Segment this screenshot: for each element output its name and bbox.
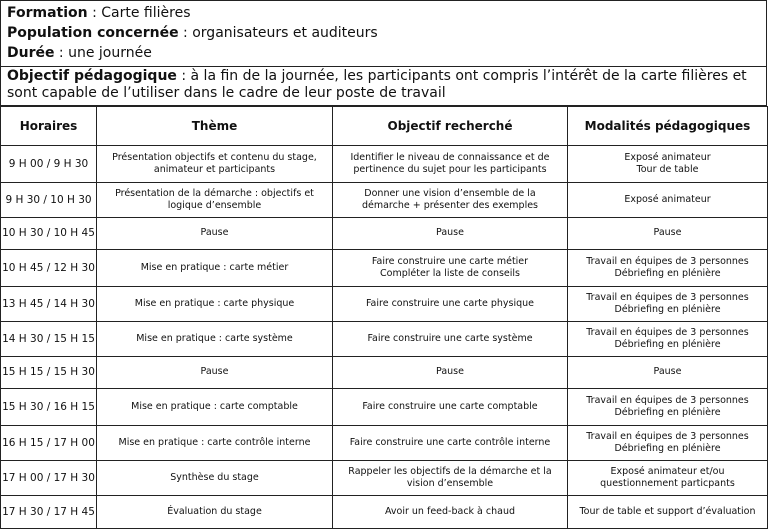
population-label: Population concernée <box>7 25 179 41</box>
cell-modalities-line: Tour de table <box>636 164 699 175</box>
cell-theme-line: Mise en pratique : carte physique <box>134 297 295 309</box>
cell-modalities-line: Travail en équipes de 3 personnes <box>586 394 749 406</box>
cell-theme-line: Mise en pratique : carte comptable <box>131 400 298 412</box>
cell-modalities-line: Travail en équipes de 3 personnes <box>586 430 749 442</box>
formation-line: Formation : Carte filières <box>7 5 191 21</box>
table-row <box>1 287 768 322</box>
cell-objective-line: Pause <box>436 366 464 378</box>
table-row <box>1 218 768 250</box>
cell-modalities-line: Exposé animateur et/ou <box>610 465 725 477</box>
duree-line: Durée : une journée <box>7 45 152 61</box>
cell-objective-line: Avoir un feed-back à chaud <box>384 505 516 517</box>
table-row <box>1 426 768 461</box>
cell-modalities-line: Débriefing en plénière <box>614 443 721 454</box>
cell-objective-line: Faire construire une carte physique <box>365 297 535 309</box>
cell-objective-line: pertinence du sujet pour les participants <box>353 164 547 175</box>
cell-hours: 9 H 30 / 10 H 30 <box>1 183 97 218</box>
cell-modalities <box>568 496 768 529</box>
training-header <box>0 0 767 66</box>
cell-theme <box>97 496 333 529</box>
cell-modalities <box>568 322 768 357</box>
cell-objective-line: vision d’ensemble <box>406 478 494 489</box>
cell-objective-line: Pause <box>436 227 464 239</box>
cell-objective-line: démarche + présenter des exemples <box>361 200 539 211</box>
cell-modalities <box>568 461 768 496</box>
cell-objective <box>333 426 568 461</box>
schedule-body <box>1 146 768 529</box>
cell-theme-line: logique d’ensemble <box>167 200 262 211</box>
cell-objective <box>333 461 568 496</box>
population-line: Population concernée : organisateurs et auditeurs <box>7 25 378 41</box>
table-row <box>1 146 768 183</box>
population-value: organisateurs et auditeurs <box>192 25 378 41</box>
schedule-table <box>0 106 768 529</box>
cell-theme <box>97 357 333 389</box>
table-row <box>1 389 768 426</box>
cell-theme <box>97 461 333 496</box>
duree-value: une journée <box>68 45 152 61</box>
cell-objective-line: Faire construire une carte comptable <box>362 400 538 412</box>
cell-modalities-line: questionnement particpants <box>600 478 735 489</box>
table-row <box>1 183 768 218</box>
cell-hours: 13 H 45 / 14 H 30 <box>1 287 97 322</box>
cell-modalities-line: Débriefing en plénière <box>614 339 721 350</box>
cell-theme <box>97 389 333 426</box>
cell-modalities <box>568 250 768 287</box>
cell-objective-line: Rappeler les objectifs de la démarche et la <box>348 465 552 477</box>
cell-hours: 17 H 30 / 17 H 45 <box>1 496 97 529</box>
objective-label: Objectif pédagogique <box>7 68 177 84</box>
cell-objective <box>333 389 568 426</box>
cell-objective-line: Faire construire une carte métier <box>371 255 529 267</box>
cell-theme <box>97 218 333 250</box>
cell-hours: 14 H 30 / 15 H 15 <box>1 322 97 357</box>
cell-theme-line: Mise en pratique : carte métier <box>140 261 289 273</box>
cell-hours: 17 H 00 / 17 H 30 <box>1 461 97 496</box>
cell-objective <box>333 287 568 322</box>
cell-objective <box>333 250 568 287</box>
cell-theme <box>97 250 333 287</box>
cell-modalities-line: Tour de table et support d’évaluation <box>579 505 756 517</box>
cell-objective-line: Identifier le niveau de connaissance et de <box>350 151 550 163</box>
cell-hours: 10 H 30 / 10 H 45 <box>1 218 97 250</box>
cell-theme-line: Mise en pratique : carte système <box>136 332 293 344</box>
cell-hours: 10 H 45 / 12 H 30 <box>1 250 97 287</box>
cell-objective <box>333 357 568 389</box>
cell-theme-line: Pause <box>200 227 229 239</box>
cell-objective-line: Faire construire une carte contrôle interne <box>349 436 551 448</box>
cell-theme <box>97 146 333 183</box>
column-header-objectif: Objectif recherché <box>333 107 568 146</box>
cell-theme-line: Synthèse du stage <box>170 471 259 483</box>
table-row <box>1 496 768 529</box>
table-row <box>1 461 768 496</box>
cell-modalities <box>568 389 768 426</box>
cell-theme <box>97 426 333 461</box>
cell-theme-line: Présentation objectifs et contenu du stage, <box>112 151 317 163</box>
cell-theme-line: Pause <box>200 366 229 378</box>
cell-modalities <box>568 426 768 461</box>
formation-label: Formation <box>7 5 88 21</box>
column-header-theme: Thème <box>97 107 333 146</box>
table-row <box>1 250 768 287</box>
cell-modalities-line: Pause <box>653 366 682 378</box>
cell-modalities <box>568 357 768 389</box>
cell-modalities-line: Exposé animateur <box>624 193 711 205</box>
cell-modalities <box>568 146 768 183</box>
cell-theme <box>97 183 333 218</box>
cell-theme <box>97 287 333 322</box>
cell-hours: 15 H 15 / 15 H 30 <box>1 357 97 389</box>
cell-theme <box>97 322 333 357</box>
cell-hours: 15 H 30 / 16 H 15 <box>1 389 97 426</box>
cell-objective <box>333 496 568 529</box>
cell-objective-line: Compléter la liste de conseils <box>380 268 520 279</box>
duree-label: Durée <box>7 45 55 61</box>
cell-modalities-line: Débriefing en plénière <box>614 268 721 279</box>
cell-objective <box>333 146 568 183</box>
cell-modalities-line: Débriefing en plénière <box>614 304 721 315</box>
cell-modalities-line: Travail en équipes de 3 personnes <box>586 326 749 338</box>
formation-value: Carte filières <box>101 5 191 21</box>
cell-modalities-line: Travail en équipes de 3 personnes <box>586 291 749 303</box>
cell-objective-line: Faire construire une carte système <box>367 332 533 344</box>
pedagogical-objective: Objectif pédagogique : à la fin de la journée, les participants ont compris l’intérêt de la carte filières et sont capable de l’utiliser dans le cadre de leur poste de travail <box>0 66 767 106</box>
cell-modalities-line: Travail en équipes de 3 personnes <box>586 255 749 267</box>
objective-text: à la fin de la journée, les participants ont compris l’intérêt de la carte filières et sont capable de l’utiliser dans le cadre de leur poste de travail <box>7 68 747 101</box>
cell-objective <box>333 183 568 218</box>
cell-modalities-line: Débriefing en plénière <box>614 407 721 418</box>
cell-theme-line: Mise en pratique : carte contrôle interne <box>118 436 311 448</box>
cell-modalities <box>568 218 768 250</box>
cell-objective <box>333 322 568 357</box>
cell-theme-line: Présentation de la démarche : objectifs et <box>115 187 314 199</box>
table-header-row <box>1 107 768 146</box>
cell-hours: 16 H 15 / 17 H 00 <box>1 426 97 461</box>
cell-modalities <box>568 183 768 218</box>
cell-theme-line: Évaluation du stage <box>167 505 262 517</box>
table-row <box>1 357 768 389</box>
table-row <box>1 322 768 357</box>
cell-objective-line: Donner une vision d’ensemble de la <box>364 187 536 199</box>
column-header-modalites: Modalités pédagogiques <box>568 107 768 146</box>
cell-hours: 9 H 00 / 9 H 30 <box>1 146 97 183</box>
cell-objective <box>333 218 568 250</box>
column-header-horaires: Horaires <box>1 107 97 146</box>
cell-theme-line: animateur et participants <box>153 164 276 175</box>
cell-modalities-line: Pause <box>653 227 682 239</box>
cell-modalities <box>568 287 768 322</box>
cell-modalities-line: Exposé animateur <box>624 151 711 163</box>
